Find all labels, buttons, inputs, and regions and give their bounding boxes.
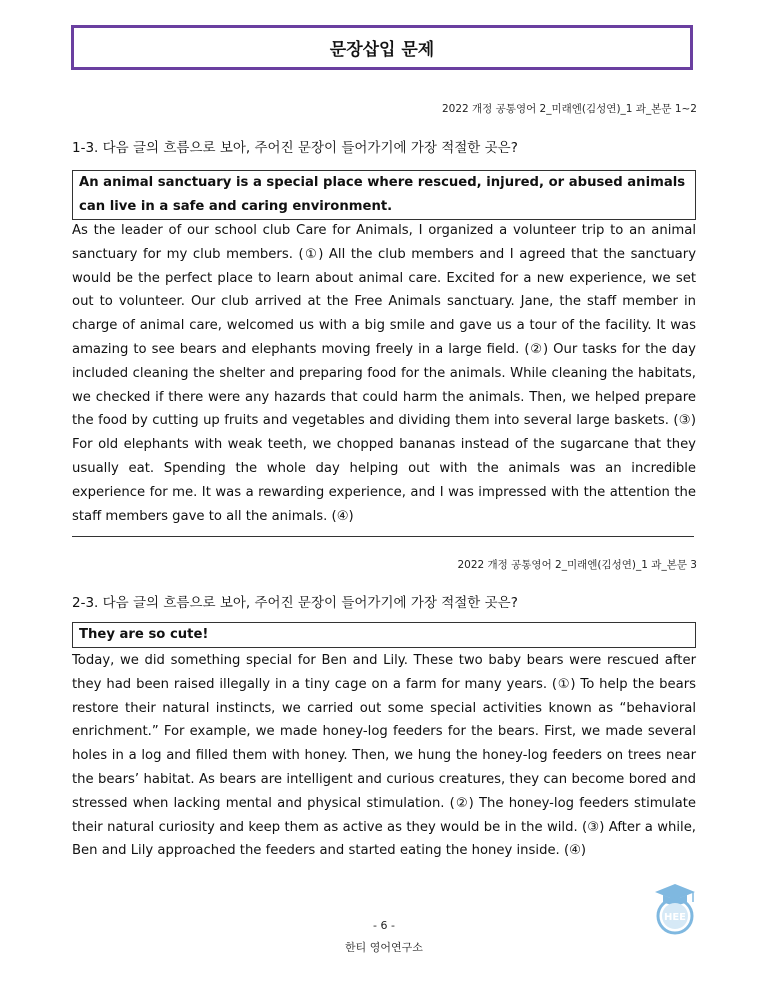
question-2-prompt: 2-3. 다음 글의 흐름으로 보아, 주어진 문장이 들어가기에 가장 적절한 곳은? bbox=[72, 595, 518, 611]
graduation-cap-icon bbox=[655, 884, 695, 905]
question-2-passage: Today, we did something special for Ben and Lily. These two baby bears were rescued after they had been raised illegally in a tiny cage on a farm for many years. (①) To help the bears restore their natural instincts, we carried out some special activities known as “behavioral enrichment.” For example, we made honey-log feeders for the bears. First, we made several holes in a log and filled them with honey. Then, we hung the honey-log feeders on trees near the bears’ habitat. As bears are intelligent and curious creatures, they can become bored and stressed when lacking mental and physical stimulation. (②) The honey-log feeders stimulate their natural curiosity and keep them as active as they would be in the wild. (③) After a while, Ben and Lily approached the feeders and started eating the honey inside. (④) bbox=[72, 653, 696, 859]
publisher-name: 한티 영어연구소 bbox=[345, 941, 423, 954]
question-1-given-sentence: An animal sanctuary is a special place where rescued, injured, or abused animals can live in a safe and caring environment. bbox=[72, 170, 696, 220]
question-2-source: 2022 개정 공통영어 2_미래엔(김성연)_1 과_본문 3 bbox=[457, 559, 697, 571]
question-1-prompt: 1-3. 다음 글의 흐름으로 보아, 주어진 문장이 들어가기에 가장 적절한 곳은? bbox=[72, 140, 518, 156]
question-1-source: 2022 개정 공통영어 2_미래엔(김성연)_1 과_본문 1~2 bbox=[441, 103, 697, 115]
section-divider bbox=[72, 536, 694, 537]
question-2-given-sentence: They are so cute! bbox=[72, 622, 696, 648]
question-1-passage: As the leader of our school club Care for Animals, I organized a volunteer trip to an animal sanctuary for my club members. (①) All the club members and I agreed that the sanctuary would be the perfect place to learn about animal care. Excited for a new experience, we set out to volunteer. Our club arrived at the Free Animals sanctuary. Jane, the staff member in charge of animal care, welcomed us with a big smile and gave us a tour of the facility. It was amazing to see bears and elephants moving freely in a large field. (②) Our tasks for the day included cleaning the shelter and preparing food for the animals. While cleaning the habitats, we checked if there were any hazards that could harm the animals. Then, we helped prepare the food by cutting up fruits and vegetables and dividing them into several large baskets. (③) For old elephants with weak teeth, we chopped bananas instead of the sugarcane that they usually eat. Spending the whole day helping out with the animals was an incredible experience for me. It was a rewarding experience, and I was impressed with the attention the staff members gave to all the animals. (④) bbox=[72, 223, 696, 524]
page-number: - 6 - bbox=[373, 919, 395, 932]
page-title: 문장삽입 문제 bbox=[71, 25, 693, 70]
logo-text: HEE bbox=[663, 912, 687, 923]
